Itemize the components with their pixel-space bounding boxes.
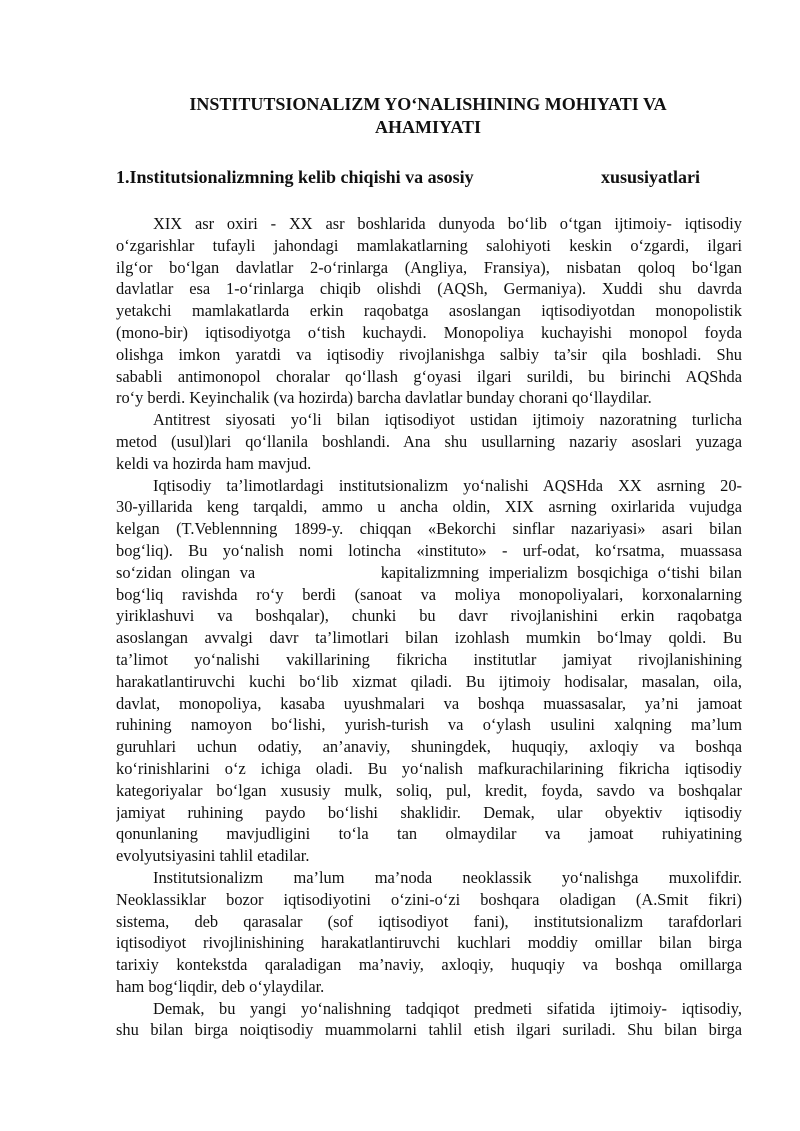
text-line: Antitrest siyosati yo‘li bilan iqtisodiyot ustidan ijtimoiy nazoratning turlicha: [153, 410, 742, 430]
text-line: ta’limot yo‘nalishi vakillarining fikricha institutlar jamiyat rivojlanishining: [116, 649, 742, 669]
text-line: asoslangan avvalgi davr ta’limotlari bilan izohlash mumkin bo‘lmay qoldi. Bu: [116, 628, 742, 648]
text-line: davlat, monopoliya, kasaba uyushmalari va boshqa muassasalar, ya’ni jamoat: [116, 693, 742, 713]
text-fragment: so‘zidan olingan va: [116, 562, 256, 582]
text-line: Iqtisodiy ta’limotlardagi institutsionalizm yo‘nalishi AQSHda XX asrning 20-: [153, 475, 742, 495]
text-line: harakatlantiruvchi kuchi bo‘lib xizmat qiladi. Bu ijtimoiy hodisalar, masalan, oila,: [116, 671, 742, 691]
text-line: ilg‘or bo‘lgan davlatlar 2-o‘rinlarga (Angliya, Fransiya), nisbatan qoloq bo‘lgan: [116, 257, 742, 277]
text-line: kelgan (T.Veblennning 1899-y. chiqqan «Bekorchi sinflar nazariyasi» asari bilan: [116, 519, 742, 539]
text-line: qonunlaning mavjudligini to‘la tan olmaydilar va jamoat ruhiyatining: [116, 824, 742, 844]
text-line: yetakchi mamlakatlarda erkin raqobatga asoslangan iqtisodiyotdan monopolistik: [116, 301, 742, 321]
text-line: XIX asr oxiri - XX asr boshlarida dunyoda bo‘lib o‘tgan ijtimoiy- iqtisodiy: [153, 214, 742, 233]
text-line: kategoriyalar bo‘lgan xususiy mulk, soliq, pul, kredit, foyda, savdo va boshqalar: [116, 780, 742, 800]
text-line: ham bog‘liqdir, deb o‘ylaydilar.: [116, 976, 325, 996]
text-line: Neoklassiklar bozor iqtisodiyotini o‘zini-o‘zi boshqara oladigan (A.Smit fikri): [116, 889, 742, 909]
text-line: davlatlar esa 1-o‘rinlarga chiqib olishdi (AQSh, Germaniya). Xuddi shu davrda: [116, 279, 742, 299]
text-line: guruhlari uchun odatiy, an’anaviy, shuningdek, huquqiy, axloqiy va boshqa: [116, 737, 742, 757]
text-line: sababli antimonopol choralar qo‘llash g‘oyasi ilgari surildi, bu birinchi AQShda: [116, 366, 742, 386]
text-line: yiriklashuvi va boshqalar), chunki bu davr rivojlanishini erkin raqobatga: [116, 606, 742, 626]
text-line: ruhining namoyon bo‘lishi, yurish-turish va o‘ylash usulini xalqning ma’lum: [116, 715, 742, 735]
text-fragment: kapitalizmning imperializm bosqichiga o‘tishi bilan: [380, 562, 742, 582]
text-line: tarixiy kontekstda qaraladigan ma’naviy, axloqiy, huquqiy va boshqa omillarga: [116, 955, 742, 975]
text-line: metod (usul)lari qo‘llanila boshlandi. Ana shu usullarning nazariy asoslari yuzaga: [116, 431, 742, 451]
text-line: [116, 562, 742, 584]
title-line-1: INSTITUTSIONALIZM YO‘NALISHINING MOHIYATI VA: [189, 94, 667, 114]
text-line: Demak, bu yangi yo‘nalishning tadqiqot predmeti sifatida ijtimoiy- iqtisodiy,: [153, 998, 742, 1018]
text-line: (mono-bir) iqtisodiyotga o‘tish kuchaydi. Monopoliya kuchayishi monopol foyda: [116, 322, 742, 342]
text-line: 30-yillarida keng tarqaldi, ammo u ancha oldin, XIX asrning oxirlarida vujudga: [116, 497, 742, 517]
text-line: ro‘y berdi. Keyinchalik (va hozirda) barcha davlatlar bunday chorani qo‘llaydilar.: [116, 388, 652, 408]
text-line: shu bilan birga noiqtisodiy muammolarni tahlil etish ilgari suriladi. Shu bilan birga: [116, 1020, 742, 1040]
section-heading-right: xususiyatlari: [600, 167, 700, 187]
text-line: jamiyat ruhining paydo bo‘lishi shaklidir. Demak, ular obyektiv iqtisodiy: [116, 802, 742, 822]
text-line: keldi va hozirda ham mavjud.: [116, 453, 312, 473]
text-line: o‘zgarishlar tufayli jahondagi mamlakatlarning salohiyoti keskin o‘zgardi, ilgari: [116, 235, 742, 255]
section-heading: [116, 166, 746, 188]
document-title: [118, 93, 738, 138]
text-line: evolyutsiyasini tahlil etadilar.: [116, 846, 310, 866]
text-line: iqtisodiyot rivojlinishining harakatlantiruvchi kuchlari moddiy omillar bilan birga: [116, 933, 742, 953]
text-line: Institutsionalizm ma’lum ma’noda neoklassik yo‘nalishga muxolifdir.: [153, 867, 742, 887]
text-line: sistema, deb qarasalar (sof iqtisodiyot fani), institutsionalizm tarafdorlari: [116, 911, 742, 931]
section-heading-left: 1.Institutsionalizmning kelib chiqishi va asosiy: [116, 167, 474, 187]
text-line: olishga imkon yaratdi va iqtisodiy rivojlanishga salbiy ta’sir qila boshladi. Shu: [116, 344, 742, 364]
text-line: ko‘rinishlarini o‘z ichiga oladi. Bu yo‘nalish mafkurachilarining fikricha iqtisodiy: [116, 758, 742, 778]
text-line: bog‘liq ravishda ro‘y berdi (sanoat va moliya monopoliyalari, korxonalarning: [116, 584, 742, 604]
title-line-2: AHAMIYATI: [374, 116, 481, 137]
text-line: bog‘liq). Bu yo‘nalish nomi lotincha «instituto» - urf-odat, ko‘rsatma, muassasa: [116, 540, 742, 560]
body-text: [116, 213, 742, 1041]
